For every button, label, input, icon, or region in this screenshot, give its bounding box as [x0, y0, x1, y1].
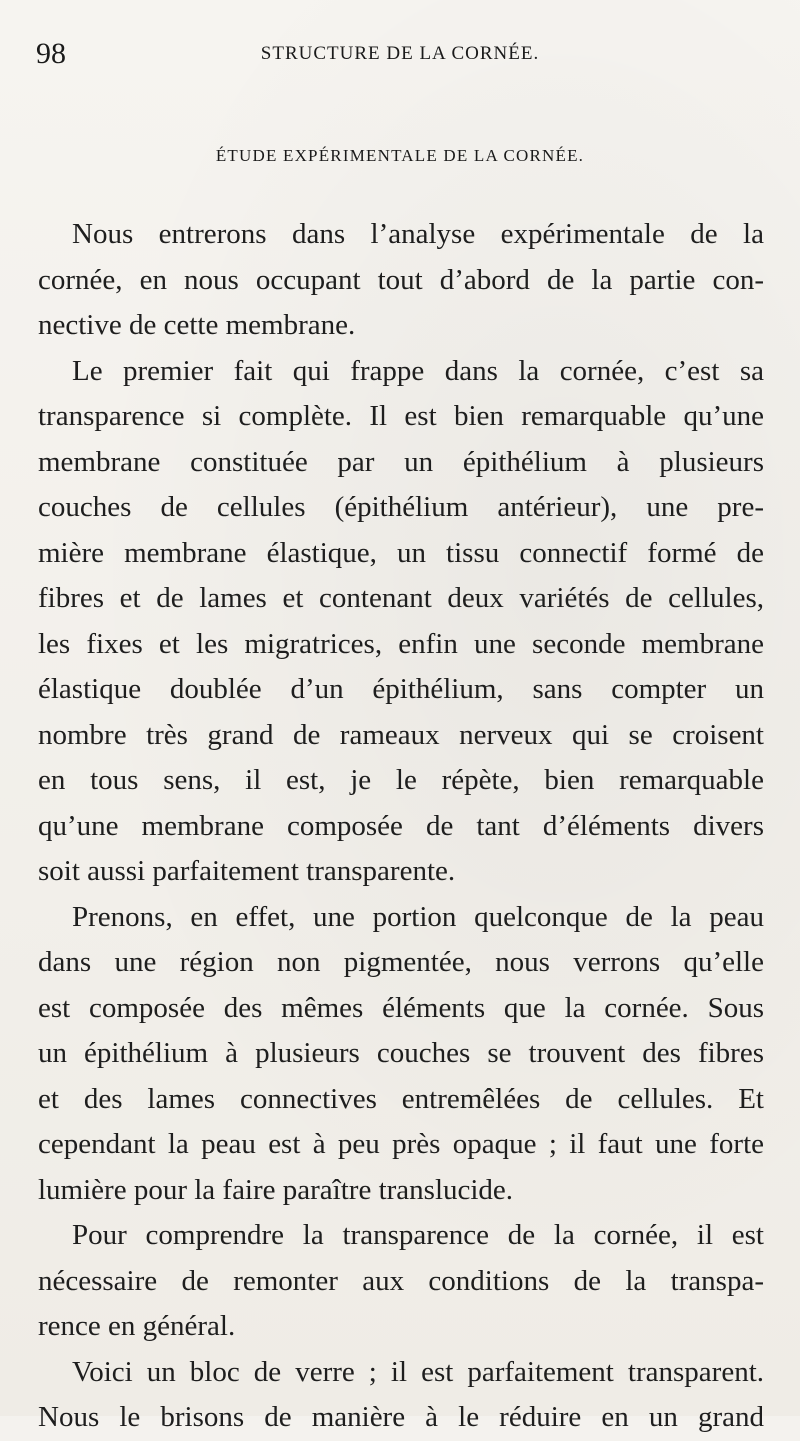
page-number: 98 [36, 37, 66, 70]
text-line: Voici un bloc de verre ; il est parfaitement transparent. [72, 1355, 764, 1388]
text-line: élastique doublée d’un épithélium, sans compter un [38, 673, 764, 705]
body-text [38, 212, 764, 1441]
text-line: couches de cellules (épithélium antérieur), une pre- [38, 491, 764, 523]
text-line: Nous entrerons dans l’analyse expérimentale de la [72, 218, 764, 250]
text-line: fibres et de lames et contenant deux variétés de cellules, [38, 582, 764, 614]
text-line: rence en général. [38, 1310, 236, 1342]
text-line: Prenons, en effet, une portion quelconque de la peau [72, 900, 764, 933]
text-line: mière membrane élastique, un tissu connectif formé de [38, 536, 764, 569]
page-header [36, 36, 764, 72]
text-line: et des lames connectives entremêlées de cellules. Et [38, 1082, 764, 1115]
text-line: membrane constituée par un épithélium à plusieurs [38, 445, 764, 478]
text-line: nombre très grand de rameaux nerveux qui se croisent [38, 718, 764, 751]
text-line: les fixes et les migratrices, enfin une seconde membrane [38, 627, 764, 660]
text-line: lumière pour la faire paraître translucide. [38, 1173, 514, 1206]
text-line: dans une région non pigmentée, nous verrons qu’elle [38, 946, 764, 978]
text-line: nécessaire de remonter aux conditions de la transpa- [38, 1264, 764, 1297]
text-line: soit aussi parfaitement transparente. [38, 855, 456, 887]
text-line: un épithélium à plusieurs couches se trouvent des fibres [38, 1037, 764, 1069]
text-line: est composée des mêmes éléments que la cornée. Sous [38, 991, 764, 1024]
text-line: qu’une membrane composée de tant d’éléments divers [38, 809, 764, 842]
running-head: STRUCTURE DE LA CORNÉE. [260, 43, 540, 64]
section-title: ÉTUDE EXPÉRIMENTALE DE LA CORNÉE. [215, 146, 585, 165]
text-line: nective de cette membrane. [38, 309, 356, 341]
text-line: en tous sens, il est, je le répète, bien remarquable [38, 764, 764, 796]
text-line: Pour comprendre la transparence de la cornée, il est [72, 1219, 764, 1251]
text-line: Nous le brisons de manière à le réduire en un grand [38, 1401, 764, 1433]
text-line: Le premier fait qui frappe dans la cornée, c’est sa [72, 354, 764, 387]
text-line: cependant la peau est à peu près opaque ; il faut une forte [38, 1128, 764, 1160]
text-line: transparence si complète. Il est bien remarquable qu’une [38, 400, 764, 432]
text-line: cornée, en nous occupant tout d’abord de la partie con- [38, 263, 764, 296]
